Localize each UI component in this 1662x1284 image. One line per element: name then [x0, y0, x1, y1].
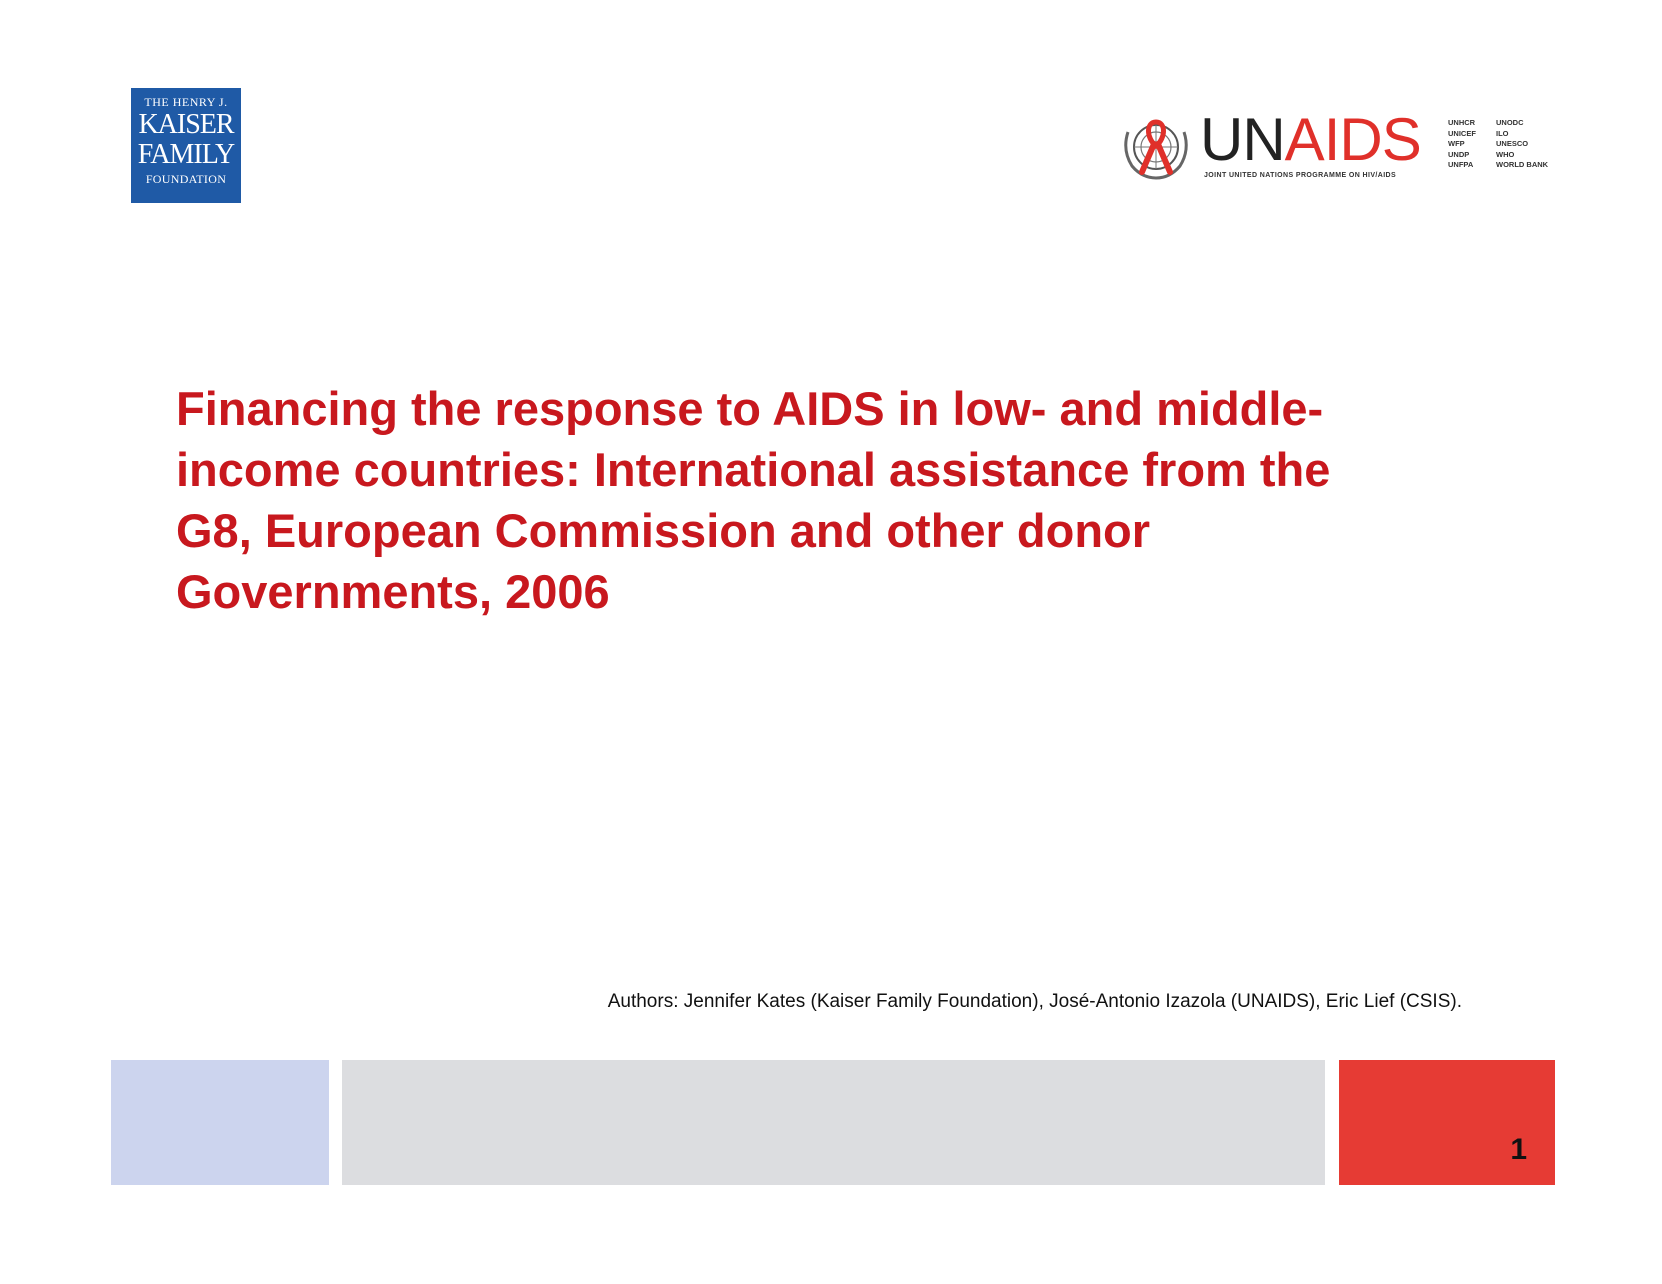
kaiser-logo-line4: FOUNDATION: [145, 172, 227, 186]
slide-title-line: Governments, 2006: [176, 565, 610, 618]
cosponsor-item: UNODC: [1496, 118, 1524, 127]
unaids-logo: [1118, 108, 1558, 188]
slide-title-line: Financing the response to AIDS in low- and middle-: [176, 382, 1324, 435]
slide-title-line: income countries: International assistance from the: [176, 443, 1331, 496]
cosponsor-item: WHO: [1496, 149, 1515, 159]
unaids-cosponsors-col1: [1448, 118, 1476, 171]
cosponsor-item: UNESCO: [1496, 139, 1529, 148]
page-number: 1: [1510, 1133, 1527, 1166]
kaiser-logo-line2: KAISER: [138, 109, 234, 140]
kaiser-logo-line3: FAMILY: [137, 139, 235, 170]
kaiser-logo-line1: THE HENRY J.: [144, 95, 228, 109]
authors-line: Authors: Jennifer Kates (Kaiser Family Foundation), José-Antonio Izazola (UNAIDS), Eric Lief (CSIS).: [607, 991, 1462, 1012]
cosponsor-item: UNICEF: [1448, 128, 1476, 138]
cosponsor-item: WORLD BANK: [1496, 160, 1549, 169]
un-emblem-icon: [1118, 112, 1194, 182]
cosponsor-item: UNFPA: [1448, 160, 1474, 169]
cosponsor-item: UNDP: [1448, 149, 1470, 159]
kaiser-family-foundation-logo: [131, 88, 241, 203]
unaids-tagline: JOINT UNITED NATIONS PROGRAMME ON HIV/AIDS: [1204, 172, 1397, 179]
cosponsor-item: ILO: [1496, 128, 1509, 138]
unaids-wordmark-aids: AIDS: [1284, 106, 1421, 173]
unaids-wordmark-un: UN: [1200, 106, 1285, 173]
cosponsor-item: UNHCR: [1448, 118, 1476, 127]
cosponsor-item: WFP: [1448, 139, 1465, 148]
slide-title: [176, 378, 1476, 622]
footer-bar-red: [1339, 1060, 1555, 1185]
unaids-cosponsors-col2: [1496, 118, 1548, 171]
footer-bar-gray: [342, 1060, 1325, 1185]
slide-title-line: G8, European Commission and other donor: [176, 504, 1151, 557]
footer-bar-blue: [111, 1060, 329, 1185]
unaids-wordmark: [1200, 108, 1421, 172]
